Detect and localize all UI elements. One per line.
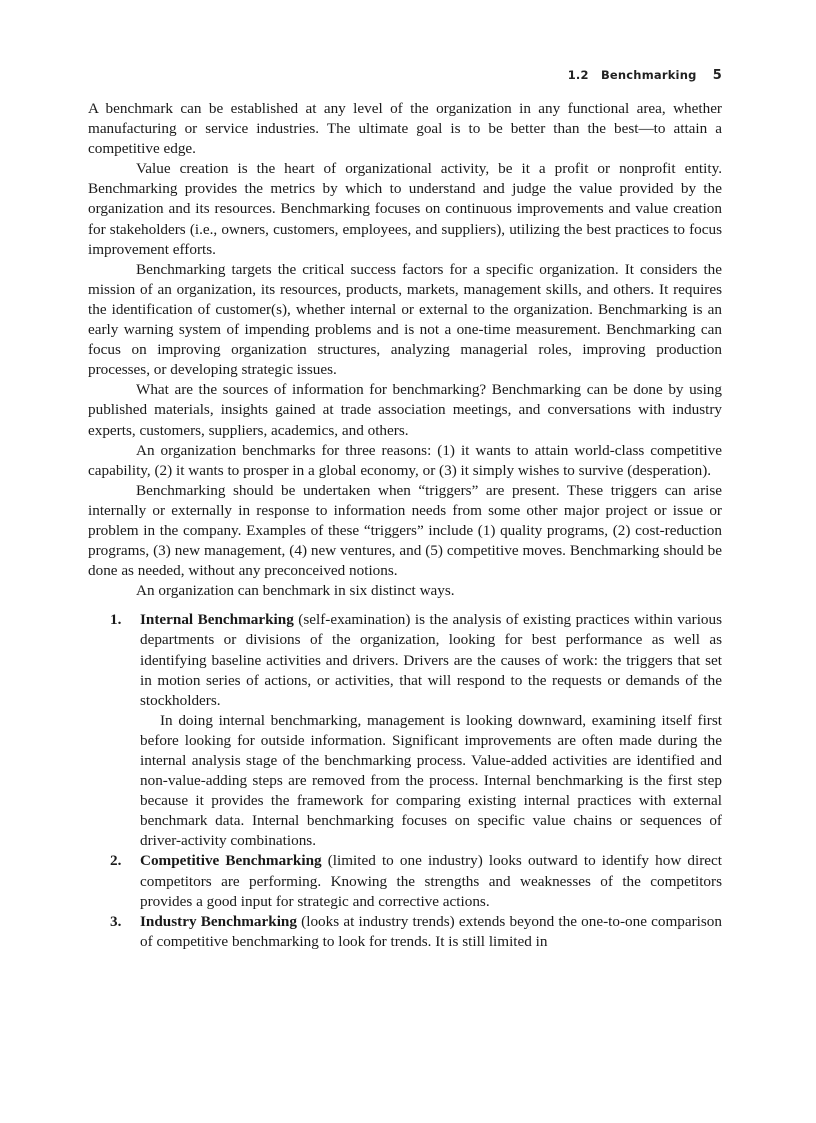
list-term: Industry Benchmarking [140, 912, 297, 930]
list-item [88, 912, 722, 952]
section-number: 1.2 [567, 68, 589, 82]
list-number: 3. [110, 912, 122, 930]
list-item-text [140, 851, 722, 911]
paragraph: What are the sources of information for benchmarking? Benchmarking can be done by using published materials, insights gained at trade association meetings, and conversations with industry experts, customers, suppliers, academics, and others. [88, 381, 722, 439]
list-item [88, 610, 722, 851]
list-number: 1. [110, 611, 122, 629]
paragraph: An organization can benchmark in six distinct ways. [136, 582, 455, 600]
list-description: (self-examination) is the analysis of existing practices within various departments or divisions of the organization, looking for best performance as well as identifying baseline activities and drivers. Drivers are the causes of work: the triggers that set in motion series of actions, or activities, that will respond to the requests or demands of the stockholders. [140, 611, 723, 709]
list-subparagraph: In doing internal benchmarking, management is looking downward, examining itself first before looking for outside information. Significant improvements are often made during the internal analysis stage of the benchmarking process. Value-added activities are identified and non-value-adding steps are removed from the process. Internal benchmarking is the first step because it provides the framework for comparing existing internal practices with external benchmark data. Internal benchmarking focuses on specific value chains or sequences of driver-activity combinations. [140, 711, 722, 850]
list-description: (looks at industry trends) extends beyond the one-to-one comparison of competitive benchmarking to look for trends. It is still limited in [140, 912, 722, 950]
list-item-text [140, 610, 722, 710]
paragraph: A benchmark can be established at any level of the organization in any functional area, whether manufacturing or service industries. The ultimate goal is to be better than the best—to attain a competitive edge. [88, 100, 722, 158]
paragraph: Benchmarking should be undertaken when “triggers” are present. These triggers can arise internally or externally in response to information needs from some other major project or issue or problem in the company. Examples of these “triggers” include (1) quality programs, (2) cost-reduction programs, (3) new management, (4) new ventures, and (5) competitive moves. Benchmarking should be done as needed, without any preconceived notions. [88, 481, 722, 580]
page-body [88, 99, 722, 952]
section-title: Benchmarking [600, 68, 697, 82]
list-term: Internal Benchmarking [140, 611, 294, 629]
paragraph: An organization benchmarks for three reasons: (1) it wants to attain world-class competitive capability, (2) it wants to prosper in a global economy, or (3) it simply wishes to survive (desperation). [88, 441, 722, 479]
list-term: Competitive Benchmarking [140, 852, 322, 870]
list-item [88, 851, 722, 911]
list-number: 2. [110, 852, 122, 870]
list-item-text [140, 912, 722, 952]
benchmark-types-list [88, 610, 722, 952]
paragraph: Benchmarking targets the critical success factors for a specific organization. It considers the mission of an organization, its resources, products, markets, management skills, and others. It requires the identification of customer(s), whether internal or external to the organization. Benchmarking is an early warning system of impending problems and is not a one-time measurement. Benchmarking can focus on improving organization structures, analyzing managerial roles, improving production processes, or developing strategic issues. [88, 260, 722, 379]
list-description: (limited to one industry) looks outward to identify how direct competitors are performing. Knowing the strengths and weaknesses of the competitors provides a good input for strategic and corrective actions. [140, 852, 722, 910]
page-number: 5 [712, 68, 722, 83]
running-head [568, 68, 722, 83]
paragraph: Value creation is the heart of organizational activity, be it a profit or nonprofit entity. Benchmarking provides the metrics by which to understand and judge the value provided by the organization and its resources. Benchmarking focuses on continuous improvements and value creation for stakeholders (i.e., owners, customers, employees, and suppliers), utilizing the best practices to focus improvement efforts. [88, 160, 722, 258]
